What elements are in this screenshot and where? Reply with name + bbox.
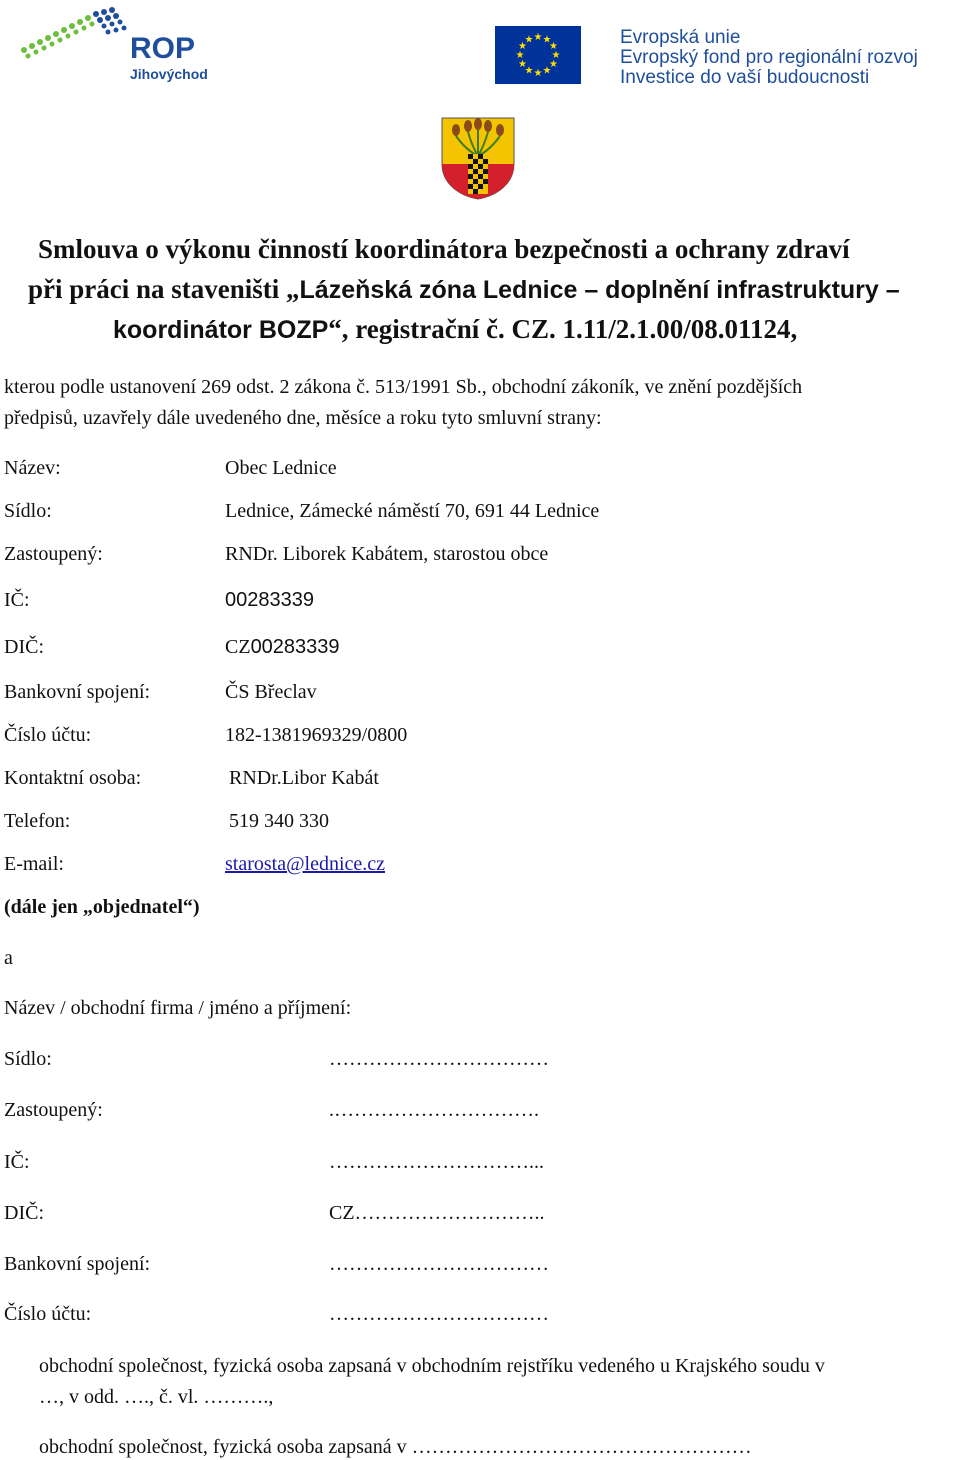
party2-value-dic: CZ……………………….. [329, 1202, 545, 1224]
party1-closing: (dále jen „objednatel“) [4, 896, 200, 918]
party2-label-bank: Bankovní spojení: [4, 1253, 151, 1275]
rop-logo-region: Jihovýchod [130, 66, 208, 82]
svg-text:★: ★ [533, 32, 543, 43]
svg-text:★: ★ [542, 34, 552, 46]
title-line-3 [113, 312, 797, 347]
party1-label-dic: DIČ: [4, 636, 44, 658]
party1-label-represented: Zastoupený: [4, 543, 103, 565]
party2-label-dic: DIČ: [4, 1202, 44, 1224]
rop-logo-word: ROP [130, 32, 196, 65]
title-line-3-part-1: koordinátor BOZP [113, 316, 329, 344]
party2-value-represented: .…………………………. [329, 1099, 539, 1121]
party1-value-dic-number: 00283339 [250, 636, 340, 658]
title-line-1: Smlouva o výkonu činností koordinátora bezpečnosti a ochrany zdraví [38, 234, 850, 264]
separator-a: a [4, 947, 13, 969]
eu-text-block [620, 28, 918, 88]
svg-text:★: ★ [549, 59, 558, 70]
svg-text:★: ★ [524, 34, 534, 46]
party1-label-name: Název: [4, 457, 61, 479]
party1-value-contact: RNDr.Libor Kabát [229, 767, 379, 789]
party1-value-name: Obec Lednice [225, 457, 337, 479]
eu-stars-icon [495, 26, 581, 84]
eu-text-line-3: Investice do vaší budoucnosti [620, 67, 870, 88]
party2-label-account: Číslo účtu: [4, 1303, 92, 1325]
title-line-2-part-1: při práci na staveništi „ [28, 274, 300, 304]
party1-value-phone: 519 340 330 [229, 810, 329, 832]
party1-value-dic-prefix: CZ [225, 636, 251, 658]
party2-label-represented: Zastoupený: [4, 1099, 103, 1121]
party1-value-seat: Lednice, Zámecké náměstí 70, 691 44 Lednice [225, 500, 600, 522]
party1-label-phone: Telefon: [4, 810, 71, 832]
party1-label-seat: Sídlo: [4, 500, 52, 522]
party1-value-bank: ČS Břeclav [225, 681, 317, 703]
party1-value-ico: 00283339 [225, 589, 314, 611]
eu-text-line-2: Evropský fond pro regionální rozvoj [620, 47, 918, 68]
party1-label-bank: Bankovní spojení: [4, 681, 151, 703]
title-line-2 [28, 272, 900, 307]
title-line-3-part-2: “, registrační č. CZ. 1.11/2.1.00/08.01124, [328, 314, 798, 344]
title-line-2-part-2: Lázeňská zóna Lednice – doplnění infrastruktury – [299, 276, 900, 304]
intro-line-2: předpisů, uzavřely dále uvedeného dne, měsíce a roku tyto smluvní strany: [4, 407, 602, 429]
party1-label-ico: IČ: [4, 589, 30, 611]
coat-of-arms-icon [440, 116, 516, 200]
svg-text:★: ★ [542, 65, 552, 77]
footer-para2: obchodní společnost, fyzická osoba zapsaná v …………………………………………… [39, 1436, 752, 1458]
svg-text:★: ★ [515, 50, 525, 61]
eu-flag [495, 26, 581, 84]
footer-para1-line-2: …, v odd. …., č. vl. ………., [39, 1386, 274, 1408]
party2-value-ico: …………………………... [329, 1151, 544, 1173]
rop-dots-icon [18, 6, 128, 66]
eu-text-line-1: Evropská unie [620, 27, 741, 48]
svg-text:★: ★ [524, 65, 534, 77]
party2-value-account: …………………………… [329, 1303, 549, 1325]
party2-heading: Název / obchodní firma / jméno a příjmení: [4, 997, 352, 1019]
footer-para1-line-1: obchodní společnost, fyzická osoba zapsaná v obchodním rejstříku vedeného u Krajského soudu v [39, 1355, 825, 1377]
party2-label-ico: IČ: [4, 1151, 30, 1173]
svg-text:★: ★ [533, 68, 543, 79]
rop-logo [18, 6, 218, 86]
party1-value-account: 182-1381969329/0800 [225, 724, 408, 746]
party2-value-seat: …………………………… [329, 1048, 549, 1070]
party1-email-link[interactable]: starosta@lednice.cz [225, 853, 386, 875]
svg-text:★: ★ [551, 50, 561, 61]
party1-value-dic [225, 635, 340, 659]
intro-line-1: kterou podle ustanovení 269 odst. 2 zákona č. 513/1991 Sb., obchodní zákoník, ve znění pozdějších [4, 376, 803, 398]
party2-label-seat: Sídlo: [4, 1048, 52, 1070]
party1-label-account: Číslo účtu: [4, 724, 92, 746]
party2-value-bank: …………………………… [329, 1253, 549, 1275]
svg-text:★: ★ [518, 41, 527, 52]
party1-label-email: E-mail: [4, 853, 64, 875]
svg-text:★: ★ [518, 59, 527, 70]
svg-text:★: ★ [549, 41, 558, 52]
party1-label-contact: Kontaktní osoba: [4, 767, 142, 789]
party1-value-represented: RNDr. Liborek Kabátem, starostou obce [225, 543, 549, 565]
